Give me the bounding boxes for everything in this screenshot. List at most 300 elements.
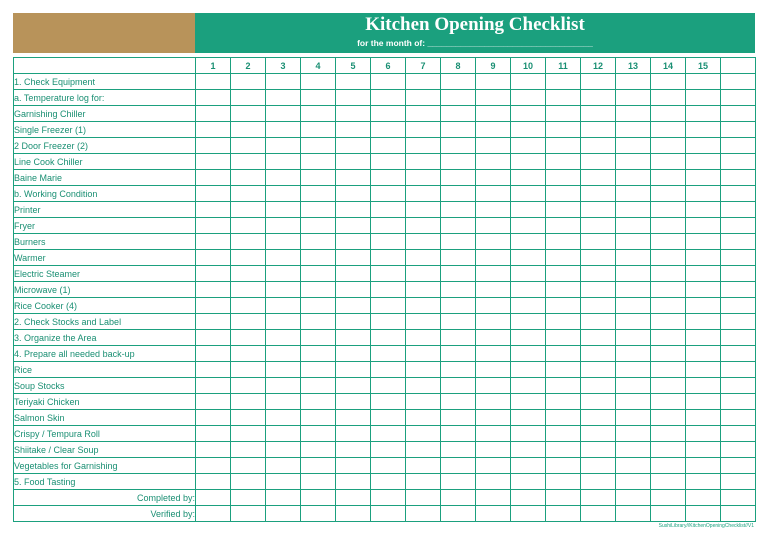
check-cell[interactable]	[336, 282, 371, 298]
check-cell[interactable]	[266, 250, 301, 266]
check-cell[interactable]	[686, 394, 721, 410]
check-cell[interactable]	[406, 282, 441, 298]
check-cell[interactable]	[336, 234, 371, 250]
check-cell[interactable]	[546, 474, 581, 490]
check-cell[interactable]	[371, 138, 406, 154]
check-cell[interactable]	[511, 250, 546, 266]
check-cell[interactable]	[336, 410, 371, 426]
check-cell[interactable]	[196, 314, 231, 330]
check-cell[interactable]	[686, 266, 721, 282]
check-cell[interactable]	[651, 250, 686, 266]
check-cell[interactable]	[266, 458, 301, 474]
check-cell[interactable]	[371, 298, 406, 314]
check-cell[interactable]	[616, 138, 651, 154]
check-cell[interactable]	[336, 314, 371, 330]
check-cell[interactable]	[336, 122, 371, 138]
check-cell[interactable]	[301, 362, 336, 378]
check-cell[interactable]	[371, 234, 406, 250]
check-cell[interactable]	[371, 282, 406, 298]
check-cell[interactable]	[441, 74, 476, 90]
check-cell[interactable]	[511, 442, 546, 458]
check-cell[interactable]	[336, 154, 371, 170]
check-cell[interactable]	[266, 490, 301, 506]
check-cell[interactable]	[546, 154, 581, 170]
check-cell[interactable]	[476, 90, 511, 106]
check-cell[interactable]	[336, 426, 371, 442]
check-cell[interactable]	[546, 346, 581, 362]
check-cell[interactable]	[651, 122, 686, 138]
check-cell[interactable]	[651, 346, 686, 362]
check-cell[interactable]	[336, 458, 371, 474]
check-cell[interactable]	[441, 442, 476, 458]
check-cell[interactable]	[266, 346, 301, 362]
check-cell[interactable]	[476, 186, 511, 202]
check-cell[interactable]	[686, 138, 721, 154]
check-cell[interactable]	[231, 234, 266, 250]
check-cell[interactable]	[511, 154, 546, 170]
check-cell[interactable]	[616, 442, 651, 458]
check-cell[interactable]	[511, 90, 546, 106]
check-cell[interactable]	[371, 474, 406, 490]
check-cell[interactable]	[231, 282, 266, 298]
check-cell[interactable]	[371, 122, 406, 138]
check-cell[interactable]	[686, 490, 721, 506]
check-cell[interactable]	[546, 106, 581, 122]
check-cell[interactable]	[686, 170, 721, 186]
check-cell[interactable]	[441, 282, 476, 298]
check-cell[interactable]	[301, 90, 336, 106]
check-cell[interactable]	[581, 506, 616, 522]
check-cell[interactable]	[476, 346, 511, 362]
check-cell[interactable]	[406, 218, 441, 234]
check-cell[interactable]	[546, 378, 581, 394]
check-cell[interactable]	[721, 314, 756, 330]
check-cell[interactable]	[651, 298, 686, 314]
check-cell[interactable]	[476, 298, 511, 314]
check-cell[interactable]	[546, 202, 581, 218]
check-cell[interactable]	[301, 170, 336, 186]
check-cell[interactable]	[196, 282, 231, 298]
check-cell[interactable]	[511, 170, 546, 186]
check-cell[interactable]	[441, 426, 476, 442]
check-cell[interactable]	[721, 346, 756, 362]
check-cell[interactable]	[616, 490, 651, 506]
check-cell[interactable]	[686, 218, 721, 234]
check-cell[interactable]	[721, 154, 756, 170]
check-cell[interactable]	[406, 106, 441, 122]
check-cell[interactable]	[721, 490, 756, 506]
check-cell[interactable]	[546, 138, 581, 154]
check-cell[interactable]	[301, 74, 336, 90]
check-cell[interactable]	[476, 138, 511, 154]
check-cell[interactable]	[266, 298, 301, 314]
check-cell[interactable]	[441, 298, 476, 314]
check-cell[interactable]	[441, 106, 476, 122]
check-cell[interactable]	[546, 410, 581, 426]
check-cell[interactable]	[196, 442, 231, 458]
check-cell[interactable]	[511, 426, 546, 442]
check-cell[interactable]	[686, 282, 721, 298]
check-cell[interactable]	[651, 394, 686, 410]
check-cell[interactable]	[336, 474, 371, 490]
check-cell[interactable]	[581, 410, 616, 426]
check-cell[interactable]	[371, 218, 406, 234]
check-cell[interactable]	[616, 314, 651, 330]
check-cell[interactable]	[721, 442, 756, 458]
check-cell[interactable]	[581, 314, 616, 330]
check-cell[interactable]	[686, 298, 721, 314]
check-cell[interactable]	[231, 266, 266, 282]
check-cell[interactable]	[301, 218, 336, 234]
check-cell[interactable]	[196, 266, 231, 282]
check-cell[interactable]	[441, 266, 476, 282]
check-cell[interactable]	[231, 330, 266, 346]
check-cell[interactable]	[441, 218, 476, 234]
check-cell[interactable]	[616, 426, 651, 442]
check-cell[interactable]	[581, 362, 616, 378]
check-cell[interactable]	[686, 378, 721, 394]
check-cell[interactable]	[686, 314, 721, 330]
check-cell[interactable]	[651, 378, 686, 394]
check-cell[interactable]	[196, 410, 231, 426]
check-cell[interactable]	[371, 442, 406, 458]
check-cell[interactable]	[441, 186, 476, 202]
check-cell[interactable]	[581, 106, 616, 122]
check-cell[interactable]	[616, 458, 651, 474]
check-cell[interactable]	[266, 74, 301, 90]
check-cell[interactable]	[406, 426, 441, 442]
check-cell[interactable]	[581, 474, 616, 490]
check-cell[interactable]	[196, 154, 231, 170]
check-cell[interactable]	[721, 266, 756, 282]
check-cell[interactable]	[371, 266, 406, 282]
check-cell[interactable]	[511, 378, 546, 394]
check-cell[interactable]	[196, 170, 231, 186]
check-cell[interactable]	[546, 506, 581, 522]
check-cell[interactable]	[371, 74, 406, 90]
check-cell[interactable]	[196, 74, 231, 90]
check-cell[interactable]	[336, 202, 371, 218]
check-cell[interactable]	[336, 138, 371, 154]
check-cell[interactable]	[371, 410, 406, 426]
check-cell[interactable]	[406, 346, 441, 362]
check-cell[interactable]	[266, 138, 301, 154]
check-cell[interactable]	[196, 474, 231, 490]
check-cell[interactable]	[231, 106, 266, 122]
check-cell[interactable]	[721, 218, 756, 234]
check-cell[interactable]	[196, 250, 231, 266]
check-cell[interactable]	[686, 250, 721, 266]
check-cell[interactable]	[511, 298, 546, 314]
check-cell[interactable]	[651, 186, 686, 202]
check-cell[interactable]	[581, 378, 616, 394]
check-cell[interactable]	[511, 314, 546, 330]
check-cell[interactable]	[651, 490, 686, 506]
check-cell[interactable]	[406, 474, 441, 490]
check-cell[interactable]	[266, 106, 301, 122]
check-cell[interactable]	[336, 362, 371, 378]
check-cell[interactable]	[371, 170, 406, 186]
check-cell[interactable]	[266, 218, 301, 234]
check-cell[interactable]	[721, 474, 756, 490]
check-cell[interactable]	[686, 362, 721, 378]
check-cell[interactable]	[476, 394, 511, 410]
check-cell[interactable]	[686, 154, 721, 170]
check-cell[interactable]	[406, 330, 441, 346]
check-cell[interactable]	[511, 410, 546, 426]
check-cell[interactable]	[581, 394, 616, 410]
check-cell[interactable]	[686, 90, 721, 106]
check-cell[interactable]	[511, 362, 546, 378]
check-cell[interactable]	[511, 218, 546, 234]
check-cell[interactable]	[266, 170, 301, 186]
check-cell[interactable]	[616, 90, 651, 106]
check-cell[interactable]	[336, 506, 371, 522]
check-cell[interactable]	[651, 266, 686, 282]
check-cell[interactable]	[476, 282, 511, 298]
check-cell[interactable]	[441, 138, 476, 154]
check-cell[interactable]	[231, 218, 266, 234]
check-cell[interactable]	[511, 346, 546, 362]
check-cell[interactable]	[476, 266, 511, 282]
check-cell[interactable]	[441, 202, 476, 218]
check-cell[interactable]	[511, 74, 546, 90]
check-cell[interactable]	[546, 442, 581, 458]
check-cell[interactable]	[301, 506, 336, 522]
check-cell[interactable]	[546, 250, 581, 266]
check-cell[interactable]	[721, 202, 756, 218]
check-cell[interactable]	[231, 362, 266, 378]
check-cell[interactable]	[721, 250, 756, 266]
check-cell[interactable]	[196, 426, 231, 442]
check-cell[interactable]	[651, 442, 686, 458]
check-cell[interactable]	[371, 426, 406, 442]
check-cell[interactable]	[721, 106, 756, 122]
check-cell[interactable]	[371, 330, 406, 346]
check-cell[interactable]	[476, 218, 511, 234]
check-cell[interactable]	[301, 138, 336, 154]
check-cell[interactable]	[231, 298, 266, 314]
check-cell[interactable]	[231, 410, 266, 426]
check-cell[interactable]	[406, 122, 441, 138]
check-cell[interactable]	[406, 266, 441, 282]
check-cell[interactable]	[301, 378, 336, 394]
check-cell[interactable]	[441, 250, 476, 266]
check-cell[interactable]	[581, 90, 616, 106]
check-cell[interactable]	[686, 122, 721, 138]
check-cell[interactable]	[651, 90, 686, 106]
check-cell[interactable]	[441, 330, 476, 346]
check-cell[interactable]	[301, 458, 336, 474]
check-cell[interactable]	[406, 362, 441, 378]
check-cell[interactable]	[476, 474, 511, 490]
check-cell[interactable]	[371, 154, 406, 170]
check-cell[interactable]	[336, 186, 371, 202]
check-cell[interactable]	[476, 458, 511, 474]
check-cell[interactable]	[476, 314, 511, 330]
check-cell[interactable]	[721, 122, 756, 138]
check-cell[interactable]	[441, 346, 476, 362]
check-cell[interactable]	[546, 298, 581, 314]
check-cell[interactable]	[721, 234, 756, 250]
check-cell[interactable]	[721, 506, 756, 522]
check-cell[interactable]	[616, 378, 651, 394]
check-cell[interactable]	[301, 122, 336, 138]
check-cell[interactable]	[441, 362, 476, 378]
check-cell[interactable]	[546, 186, 581, 202]
check-cell[interactable]	[406, 170, 441, 186]
check-cell[interactable]	[686, 330, 721, 346]
check-cell[interactable]	[476, 202, 511, 218]
check-cell[interactable]	[266, 330, 301, 346]
check-cell[interactable]	[336, 330, 371, 346]
check-cell[interactable]	[476, 330, 511, 346]
check-cell[interactable]	[231, 474, 266, 490]
check-cell[interactable]	[581, 490, 616, 506]
check-cell[interactable]	[301, 250, 336, 266]
check-cell[interactable]	[651, 330, 686, 346]
check-cell[interactable]	[651, 138, 686, 154]
check-cell[interactable]	[651, 362, 686, 378]
check-cell[interactable]	[616, 330, 651, 346]
check-cell[interactable]	[616, 474, 651, 490]
check-cell[interactable]	[686, 346, 721, 362]
check-cell[interactable]	[441, 122, 476, 138]
check-cell[interactable]	[616, 282, 651, 298]
check-cell[interactable]	[721, 410, 756, 426]
check-cell[interactable]	[301, 154, 336, 170]
check-cell[interactable]	[476, 122, 511, 138]
check-cell[interactable]	[686, 506, 721, 522]
check-cell[interactable]	[301, 186, 336, 202]
check-cell[interactable]	[301, 330, 336, 346]
check-cell[interactable]	[301, 490, 336, 506]
check-cell[interactable]	[616, 186, 651, 202]
check-cell[interactable]	[686, 474, 721, 490]
check-cell[interactable]	[511, 282, 546, 298]
check-cell[interactable]	[336, 106, 371, 122]
check-cell[interactable]	[231, 154, 266, 170]
check-cell[interactable]	[231, 250, 266, 266]
check-cell[interactable]	[476, 410, 511, 426]
check-cell[interactable]	[196, 234, 231, 250]
check-cell[interactable]	[406, 378, 441, 394]
check-cell[interactable]	[476, 506, 511, 522]
check-cell[interactable]	[546, 218, 581, 234]
check-cell[interactable]	[581, 266, 616, 282]
check-cell[interactable]	[336, 170, 371, 186]
check-cell[interactable]	[336, 490, 371, 506]
check-cell[interactable]	[476, 378, 511, 394]
check-cell[interactable]	[301, 474, 336, 490]
check-cell[interactable]	[231, 186, 266, 202]
check-cell[interactable]	[301, 394, 336, 410]
check-cell[interactable]	[546, 234, 581, 250]
check-cell[interactable]	[686, 426, 721, 442]
check-cell[interactable]	[476, 362, 511, 378]
check-cell[interactable]	[581, 170, 616, 186]
check-cell[interactable]	[651, 426, 686, 442]
check-cell[interactable]	[721, 74, 756, 90]
check-cell[interactable]	[546, 314, 581, 330]
check-cell[interactable]	[511, 458, 546, 474]
check-cell[interactable]	[406, 202, 441, 218]
check-cell[interactable]	[616, 346, 651, 362]
check-cell[interactable]	[231, 138, 266, 154]
check-cell[interactable]	[686, 106, 721, 122]
check-cell[interactable]	[546, 394, 581, 410]
check-cell[interactable]	[651, 282, 686, 298]
check-cell[interactable]	[476, 426, 511, 442]
check-cell[interactable]	[196, 298, 231, 314]
check-cell[interactable]	[196, 186, 231, 202]
check-cell[interactable]	[406, 506, 441, 522]
check-cell[interactable]	[476, 442, 511, 458]
check-cell[interactable]	[266, 314, 301, 330]
check-cell[interactable]	[511, 234, 546, 250]
check-cell[interactable]	[196, 394, 231, 410]
check-cell[interactable]	[441, 506, 476, 522]
check-cell[interactable]	[301, 234, 336, 250]
check-cell[interactable]	[196, 218, 231, 234]
check-cell[interactable]	[441, 170, 476, 186]
check-cell[interactable]	[476, 106, 511, 122]
check-cell[interactable]	[511, 490, 546, 506]
check-cell[interactable]	[301, 410, 336, 426]
check-cell[interactable]	[721, 458, 756, 474]
check-cell[interactable]	[581, 202, 616, 218]
check-cell[interactable]	[651, 74, 686, 90]
check-cell[interactable]	[266, 410, 301, 426]
check-cell[interactable]	[721, 170, 756, 186]
check-cell[interactable]	[266, 474, 301, 490]
check-cell[interactable]	[441, 490, 476, 506]
check-cell[interactable]	[546, 458, 581, 474]
check-cell[interactable]	[196, 90, 231, 106]
check-cell[interactable]	[721, 330, 756, 346]
check-cell[interactable]	[511, 394, 546, 410]
check-cell[interactable]	[686, 74, 721, 90]
check-cell[interactable]	[266, 186, 301, 202]
check-cell[interactable]	[301, 202, 336, 218]
check-cell[interactable]	[581, 442, 616, 458]
check-cell[interactable]	[266, 122, 301, 138]
check-cell[interactable]	[371, 458, 406, 474]
check-cell[interactable]	[581, 218, 616, 234]
check-cell[interactable]	[721, 298, 756, 314]
check-cell[interactable]	[651, 474, 686, 490]
check-cell[interactable]	[616, 362, 651, 378]
check-cell[interactable]	[476, 234, 511, 250]
check-cell[interactable]	[266, 282, 301, 298]
check-cell[interactable]	[546, 426, 581, 442]
check-cell[interactable]	[406, 442, 441, 458]
check-cell[interactable]	[651, 218, 686, 234]
check-cell[interactable]	[406, 74, 441, 90]
check-cell[interactable]	[511, 266, 546, 282]
check-cell[interactable]	[616, 266, 651, 282]
check-cell[interactable]	[476, 74, 511, 90]
check-cell[interactable]	[651, 106, 686, 122]
check-cell[interactable]	[336, 74, 371, 90]
check-cell[interactable]	[441, 314, 476, 330]
check-cell[interactable]	[581, 74, 616, 90]
check-cell[interactable]	[196, 362, 231, 378]
check-cell[interactable]	[371, 314, 406, 330]
check-cell[interactable]	[231, 458, 266, 474]
check-cell[interactable]	[406, 410, 441, 426]
check-cell[interactable]	[231, 506, 266, 522]
